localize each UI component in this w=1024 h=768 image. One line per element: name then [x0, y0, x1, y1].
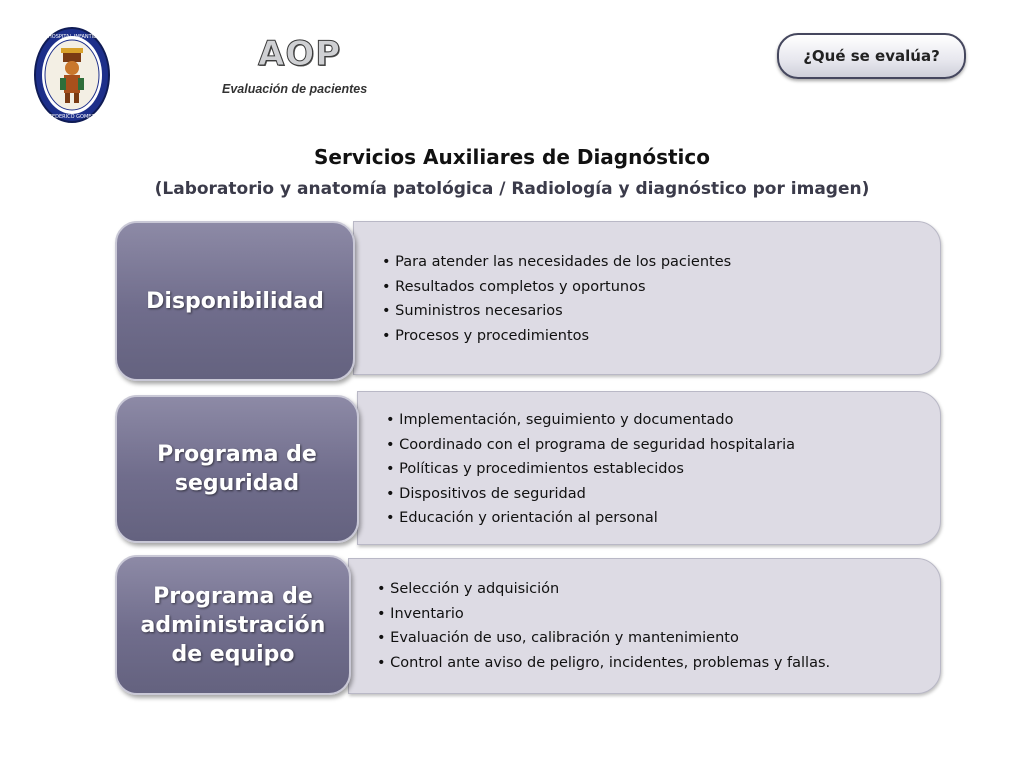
svg-text:FEDERICO GOMEZ: FEDERICO GOMEZ	[49, 114, 95, 120]
list-item: • Dispositivos de seguridad	[386, 482, 940, 507]
section-row-equipo	[115, 555, 941, 695]
brand-title: AOP	[258, 34, 342, 74]
list-item: • Inventario	[377, 602, 940, 627]
list-item: • Políticas y procedimientos establecidos	[386, 457, 940, 482]
list-item: • Para atender las necesidades de los pacientes	[382, 250, 940, 275]
list-item: • Procesos y procedimientos	[382, 324, 940, 349]
brand-block	[222, 34, 402, 96]
section-row-seguridad	[115, 391, 941, 543]
section-label: Disponibilidad	[115, 221, 355, 381]
page-title: Servicios Auxiliares de Diagnóstico	[313, 145, 711, 169]
svg-text:HOSPITAL INFANTIL: HOSPITAL INFANTIL	[48, 34, 96, 40]
que-se-evalua-button[interactable]: ¿Qué se evalúa?	[777, 33, 966, 79]
list-item: • Educación y orientación al personal	[386, 506, 940, 531]
section-card	[348, 558, 941, 694]
section-row-disponibilidad	[115, 221, 941, 381]
list-item: • Implementación, seguimiento y documentado	[386, 408, 940, 433]
section-label: Programa de seguridad	[115, 395, 359, 543]
hospital-seal-logo	[33, 26, 111, 124]
list-item: • Suministros necesarios	[382, 299, 940, 324]
section-card	[357, 391, 941, 545]
list-item: • Coordinado con el programa de seguridad hospitalaria	[386, 433, 940, 458]
section-label: Programa de administración de equipo	[115, 555, 351, 695]
list-item: • Evaluación de uso, calibración y mantenimiento	[377, 626, 940, 651]
list-item: • Resultados completos y oportunos	[382, 275, 940, 300]
section-card	[353, 221, 941, 375]
list-item: • Selección y adquisición	[377, 577, 940, 602]
brand-subtitle: Evaluación de pacientes	[222, 82, 368, 96]
page-subtitle: (Laboratorio y anatomía patológica / Radiología y diagnóstico por imagen)	[154, 179, 870, 199]
list-item: • Control ante aviso de peligro, incidentes, problemas y fallas.	[377, 651, 940, 676]
